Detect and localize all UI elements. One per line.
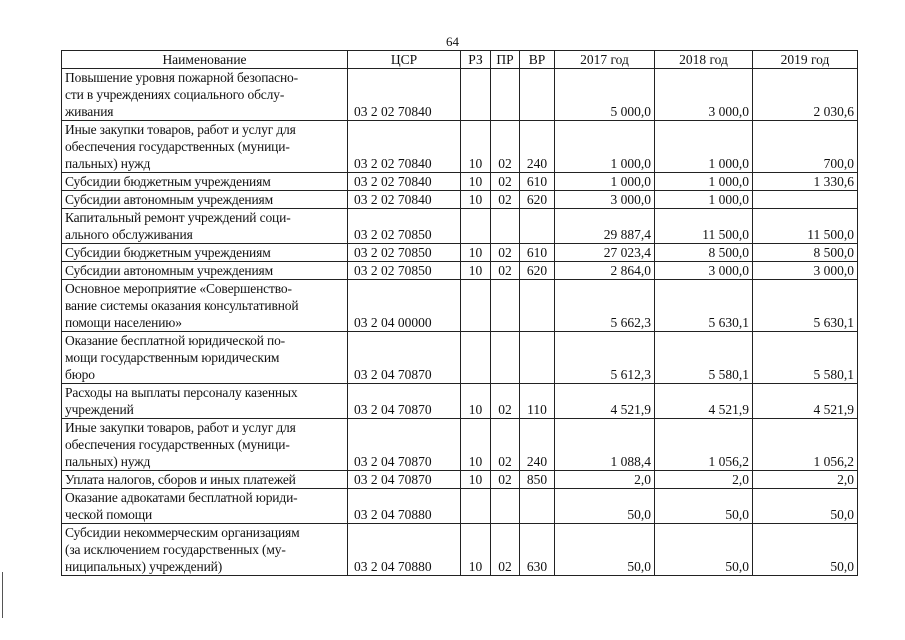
cell-2019: 2,0 (753, 471, 858, 489)
cell-2018: 5 630,1 (655, 280, 753, 332)
cell-vr (520, 332, 555, 384)
budget-table (61, 50, 858, 576)
cell-2018: 5 580,1 (655, 332, 753, 384)
cell-pr (491, 209, 520, 244)
header-2018: 2018 год (655, 51, 753, 69)
table-row (62, 262, 858, 280)
cell-2019: 4 521,9 (753, 384, 858, 419)
cell-2018: 50,0 (655, 489, 753, 524)
header-2019: 2019 год (753, 51, 858, 69)
cell-vr: 620 (520, 191, 555, 209)
cell-csr: 03 2 04 70880 (348, 524, 461, 576)
cell-2019: 2 030,6 (753, 69, 858, 121)
cell-rz: 10 (461, 244, 491, 262)
header-vr: ВР (520, 51, 555, 69)
cell-rz (461, 489, 491, 524)
cell-2018: 3 000,0 (655, 69, 753, 121)
cell-pr: 02 (491, 419, 520, 471)
table-row (62, 332, 858, 384)
table-header-row (62, 51, 858, 69)
cell-2017: 3 000,0 (555, 191, 655, 209)
cell-2019: 1 330,6 (753, 173, 858, 191)
cell-2017: 5 612,3 (555, 332, 655, 384)
cell-name: Основное мероприятие «Совершенство- вание системы оказания консультативной помощи населению» (62, 280, 348, 332)
cell-2018: 1 000,0 (655, 121, 753, 173)
cell-vr: 110 (520, 384, 555, 419)
cell-name: Расходы на выплаты персоналу казенных учреждений (62, 384, 348, 419)
cell-pr (491, 69, 520, 121)
cell-vr (520, 280, 555, 332)
cell-csr: 03 2 04 70880 (348, 489, 461, 524)
header-pr: ПР (491, 51, 520, 69)
table-row (62, 173, 858, 191)
cell-rz: 10 (461, 524, 491, 576)
cell-2018: 3 000,0 (655, 262, 753, 280)
cell-pr: 02 (491, 191, 520, 209)
cell-rz (461, 332, 491, 384)
cell-vr: 850 (520, 471, 555, 489)
cell-2019: 700,0 (753, 121, 858, 173)
cell-vr: 610 (520, 173, 555, 191)
cell-name: Уплата налогов, сборов и иных платежей (62, 471, 348, 489)
cell-pr: 02 (491, 173, 520, 191)
table-row (62, 489, 858, 524)
cell-2018: 1 000,0 (655, 191, 753, 209)
cell-vr: 610 (520, 244, 555, 262)
cell-pr: 02 (491, 524, 520, 576)
cell-csr: 03 2 04 70870 (348, 471, 461, 489)
cell-name: Иные закупки товаров, работ и услуг для обеспечения государственных (муници- пальных) нужд (62, 121, 348, 173)
cell-2018: 1 056,2 (655, 419, 753, 471)
cell-2017: 5 000,0 (555, 69, 655, 121)
cell-rz: 10 (461, 173, 491, 191)
table-row (62, 471, 858, 489)
cell-csr: 03 2 02 70840 (348, 173, 461, 191)
cell-csr: 03 2 04 70870 (348, 419, 461, 471)
cell-pr: 02 (491, 121, 520, 173)
cell-rz: 10 (461, 262, 491, 280)
cell-2017: 1 000,0 (555, 173, 655, 191)
cell-2019: 50,0 (753, 524, 858, 576)
cell-rz (461, 69, 491, 121)
cell-pr (491, 280, 520, 332)
cell-csr: 03 2 04 70870 (348, 332, 461, 384)
cell-pr: 02 (491, 384, 520, 419)
header-rz: РЗ (461, 51, 491, 69)
cell-2018: 2,0 (655, 471, 753, 489)
cell-rz: 10 (461, 121, 491, 173)
cell-2019: 50,0 (753, 489, 858, 524)
cell-name: Субсидии автономным учреждениям (62, 262, 348, 280)
cell-2019: 1 056,2 (753, 419, 858, 471)
cell-csr: 03 2 02 70840 (348, 69, 461, 121)
table-row (62, 524, 858, 576)
table-body (62, 69, 858, 576)
cell-2019: 5 580,1 (753, 332, 858, 384)
cell-2017: 2,0 (555, 471, 655, 489)
table-row (62, 121, 858, 173)
cell-2018: 50,0 (655, 524, 753, 576)
cell-rz (461, 280, 491, 332)
cell-2017: 1 000,0 (555, 121, 655, 173)
cell-name: Капитальный ремонт учреждений соци- ального обслуживания (62, 209, 348, 244)
table-row (62, 69, 858, 121)
cell-name: Субсидии бюджетным учреждениям (62, 173, 348, 191)
cell-2018: 1 000,0 (655, 173, 753, 191)
cell-pr: 02 (491, 471, 520, 489)
cell-csr: 03 2 04 00000 (348, 280, 461, 332)
table-row (62, 280, 858, 332)
cell-csr: 03 2 02 70850 (348, 209, 461, 244)
cell-csr: 03 2 04 70870 (348, 384, 461, 419)
cell-rz: 10 (461, 471, 491, 489)
cell-2019 (753, 191, 858, 209)
cell-name: Субсидии автономным учреждениям (62, 191, 348, 209)
cell-2019: 11 500,0 (753, 209, 858, 244)
table-row (62, 209, 858, 244)
cell-2017: 50,0 (555, 489, 655, 524)
header-2017: 2017 год (555, 51, 655, 69)
cell-pr (491, 332, 520, 384)
table-row (62, 244, 858, 262)
cell-name: Субсидии бюджетным учреждениям (62, 244, 348, 262)
cell-vr (520, 69, 555, 121)
cell-name: Субсидии некоммерческим организациям (за исключением государственных (му- ниципальных) учреждений) (62, 524, 348, 576)
cell-2017: 5 662,3 (555, 280, 655, 332)
cell-pr: 02 (491, 262, 520, 280)
cell-2018: 11 500,0 (655, 209, 753, 244)
cell-vr: 620 (520, 262, 555, 280)
cell-2019: 3 000,0 (753, 262, 858, 280)
cell-name: Иные закупки товаров, работ и услуг для обеспечения государственных (муници- пальных) нужд (62, 419, 348, 471)
cell-csr: 03 2 02 70850 (348, 262, 461, 280)
cell-pr: 02 (491, 244, 520, 262)
table-row (62, 384, 858, 419)
cell-vr: 240 (520, 419, 555, 471)
table-row (62, 419, 858, 471)
table-row (62, 191, 858, 209)
cell-name: Повышение уровня пожарной безопасно- сти в учреждениях социального обслу- живания (62, 69, 348, 121)
header-csr: ЦСР (348, 51, 461, 69)
cell-2017: 2 864,0 (555, 262, 655, 280)
header-name: Наименование (62, 51, 348, 69)
cell-2019: 5 630,1 (753, 280, 858, 332)
cell-vr: 240 (520, 121, 555, 173)
cell-rz: 10 (461, 191, 491, 209)
cell-2018: 8 500,0 (655, 244, 753, 262)
cell-pr (491, 489, 520, 524)
cell-csr: 03 2 02 70840 (348, 121, 461, 173)
cell-rz: 10 (461, 384, 491, 419)
cell-name: Оказание адвокатами бесплатной юриди- ческой помощи (62, 489, 348, 524)
cell-2018: 4 521,9 (655, 384, 753, 419)
cell-name: Оказание бесплатной юридической по- мощи государственным юридическим бюро (62, 332, 348, 384)
cell-2019: 8 500,0 (753, 244, 858, 262)
cell-rz (461, 209, 491, 244)
cell-csr: 03 2 02 70850 (348, 244, 461, 262)
cell-2017: 29 887,4 (555, 209, 655, 244)
page-number: 64 (446, 34, 459, 49)
cell-2017: 1 088,4 (555, 419, 655, 471)
cell-2017: 27 023,4 (555, 244, 655, 262)
cell-vr (520, 489, 555, 524)
scan-margin-mark (2, 572, 3, 618)
cell-csr: 03 2 02 70840 (348, 191, 461, 209)
cell-rz: 10 (461, 419, 491, 471)
cell-2017: 4 521,9 (555, 384, 655, 419)
cell-vr (520, 209, 555, 244)
cell-2017: 50,0 (555, 524, 655, 576)
cell-vr: 630 (520, 524, 555, 576)
